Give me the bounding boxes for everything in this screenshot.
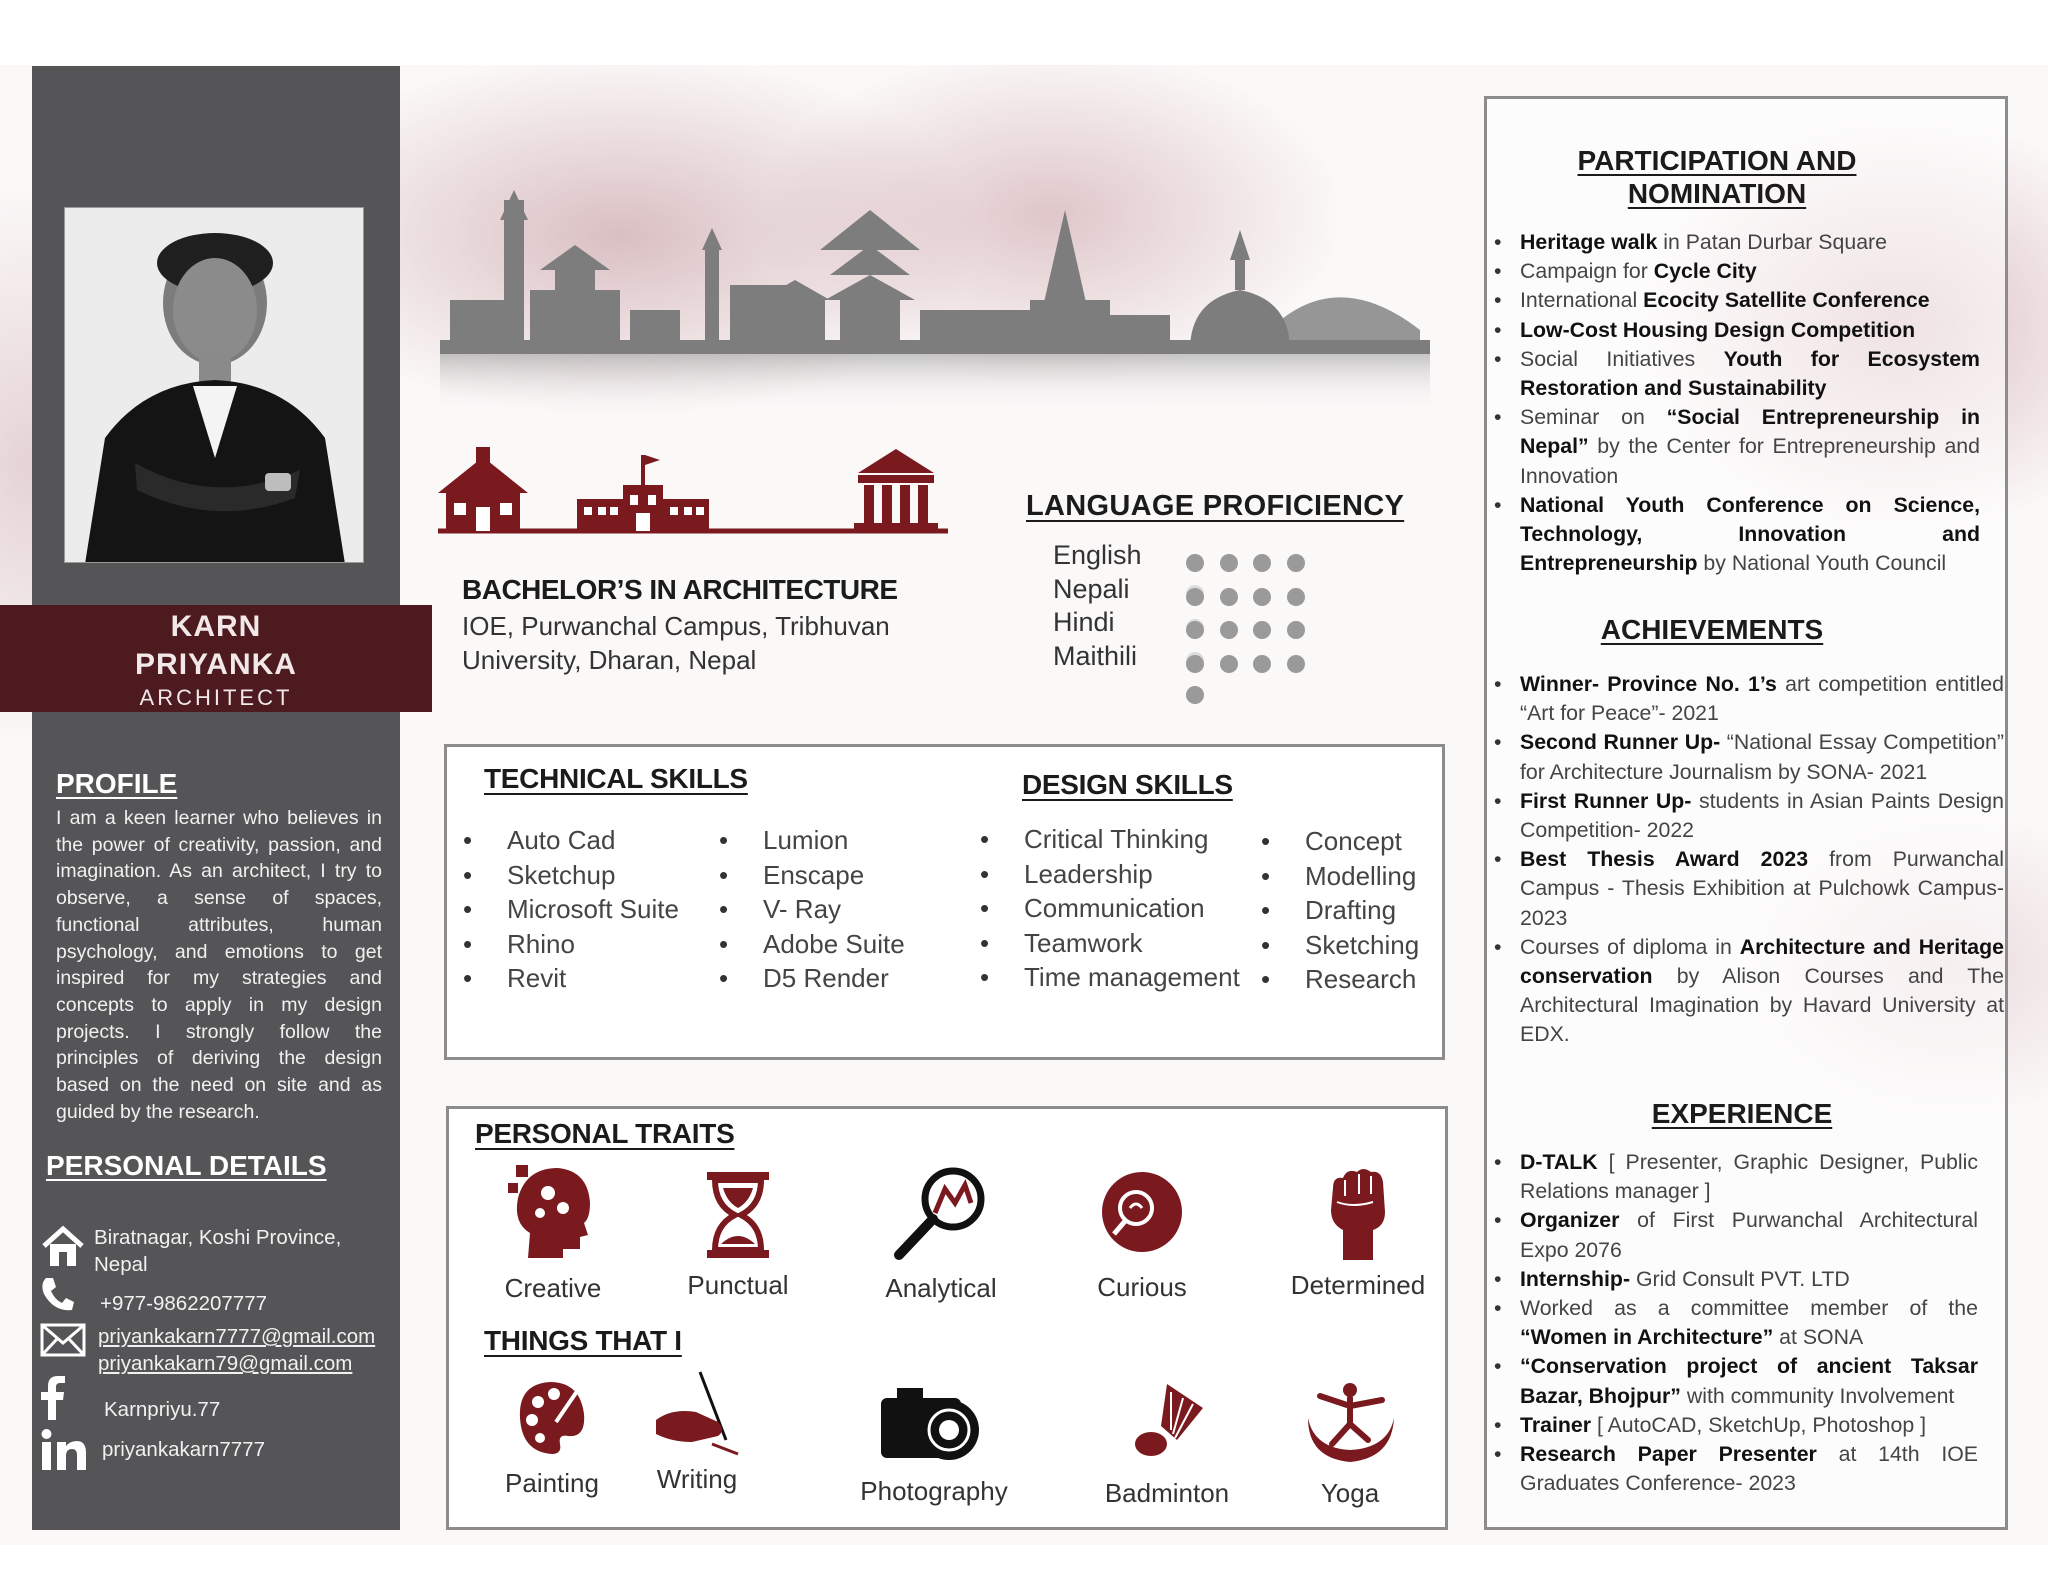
hobby-yoga — [1260, 1378, 1440, 1509]
technical-skills-col1 — [463, 823, 679, 996]
mail-icon — [40, 1323, 98, 1357]
profile-photo — [64, 207, 364, 563]
item-highlight: Second Runner Up- — [1520, 730, 1721, 755]
design-skills-col1 — [980, 822, 1240, 995]
skill-item: • Revit — [463, 961, 679, 996]
proficiency-dot-filled — [1186, 621, 1204, 639]
participation-heading-line-2: NOMINATION — [1627, 178, 1807, 209]
address-line-2: Nepal — [94, 1253, 148, 1276]
item-text: from Purwanchal Campus - Thesis Exhibition at Pulchowk Campus- 2023 — [1520, 847, 2004, 930]
item-text: International — [1520, 288, 1644, 313]
skill-item: • V- Ray — [719, 892, 905, 927]
skill-item: • Critical Thinking — [980, 822, 1240, 857]
list-item — [1490, 1411, 1978, 1440]
proficiency-dot-filled — [1287, 655, 1305, 673]
list-item — [1490, 1148, 1978, 1206]
school-icon — [438, 447, 528, 531]
list-item — [1490, 345, 1980, 403]
proficiency-dot-filled — [1220, 621, 1238, 639]
language-name: English — [1053, 540, 1142, 570]
hourglass-icon — [705, 1170, 771, 1260]
language-name: Maithili — [1053, 641, 1138, 671]
item-text: at SONA — [1773, 1325, 1864, 1350]
profile-heading: PROFILE — [56, 768, 178, 799]
item-highlight: Heritage walk — [1520, 230, 1658, 254]
proficiency-dot-filled — [1287, 621, 1305, 639]
institution-line-2: University, Dharan, Nepal — [462, 645, 757, 675]
job-title: ARCHITECT — [139, 685, 293, 710]
item-highlight: “Social Entrepreneurship in Nepal” — [1520, 405, 1981, 459]
hobby-label: Yoga — [1320, 1478, 1380, 1508]
language-heading: LANGUAGE PROFICIENCY — [1026, 490, 1405, 522]
facebook-row — [40, 1374, 220, 1423]
item-text: art competition entitled “Art for Peace”- 2021 — [1520, 672, 2004, 726]
item-text: Seminar on — [1520, 405, 1667, 430]
trait-label: Analytical — [885, 1273, 997, 1303]
item-text: at 14th IOE Graduates Conference- 2023 — [1520, 1442, 1979, 1496]
experience-heading: EXPERIENCE — [1651, 1098, 1833, 1129]
item-highlight: Best Thesis Award 2023 — [1520, 847, 1809, 872]
skill-item: • Modelling — [1261, 859, 1419, 894]
trait-determined — [1268, 1166, 1448, 1301]
language-name: Hindi — [1053, 607, 1115, 637]
proficiency-dot-filled — [1253, 655, 1271, 673]
raised-fist-icon — [1323, 1166, 1393, 1262]
personal-details-heading: PERSONAL DETAILS — [46, 1150, 327, 1181]
linkedin-icon — [40, 1428, 102, 1472]
institution — [462, 609, 982, 677]
curious-mind-icon — [1100, 1170, 1184, 1254]
skill-item: • Drafting — [1261, 893, 1419, 928]
skill-item: • Microsoft Suite — [463, 892, 679, 927]
hobby-writing — [607, 1370, 787, 1495]
item-text: Courses of diploma in — [1520, 934, 1740, 959]
proficiency-dot-filled — [1220, 588, 1238, 606]
trait-label: Punctual — [687, 1270, 789, 1300]
technical-skills-heading: TECHNICAL SKILLS — [484, 763, 748, 794]
item-highlight: Research Paper Presenter — [1520, 1442, 1817, 1467]
linkedin-handle[interactable]: priyankakarn7777 — [102, 1438, 265, 1461]
item-text: Campaign for — [1520, 259, 1654, 284]
camera-icon — [879, 1384, 989, 1464]
achievements-heading: ACHIEVEMENTS — [1600, 614, 1824, 645]
participation-heading — [1520, 144, 1914, 210]
list-item — [1490, 1206, 1978, 1264]
item-text: [ Presenter, Graphic Designer, Public Relations manager ] — [1520, 1150, 1978, 1204]
item-text: Social Initiatives — [1520, 346, 1724, 371]
item-text: with community Involvement — [1680, 1383, 1955, 1408]
trait-creative — [463, 1163, 643, 1304]
facebook-icon — [40, 1374, 104, 1420]
name-line-2: PRIYANKA — [135, 648, 297, 681]
item-text: by National Youth Council — [1697, 551, 1947, 576]
skill-item: • Sketching — [1261, 928, 1419, 963]
proficiency-dot-filled — [1253, 621, 1271, 639]
skill-item: • Leadership — [980, 857, 1240, 892]
item-highlight: “Conservation project of ancient Taksar Bazar, Bhojpur” — [1520, 1354, 1978, 1408]
proficiency-dot-filled — [1253, 588, 1271, 606]
item-highlight: Cycle City — [1653, 259, 1757, 284]
email-secondary[interactable]: priyankakarn79@gmail.com — [98, 1352, 353, 1375]
language-row — [1053, 540, 1353, 572]
item-text: [ AutoCAD, SketchUp, Photoshop ] — [1591, 1412, 1927, 1437]
shuttlecock-icon — [1127, 1380, 1207, 1464]
design-skills-heading: DESIGN SKILLS — [1022, 769, 1233, 800]
skill-item: • Teamwork — [980, 926, 1240, 961]
skill-item: • Enscape — [719, 858, 905, 893]
proficiency-dot-filled — [1186, 686, 1204, 704]
item-text: by Alison Courses and The Architectural Imagination by Havard University at EDX. — [1520, 964, 2004, 1047]
phone-number[interactable]: +977-9862207777 — [100, 1292, 268, 1315]
item-highlight: Ecocity Satellite Conference — [1643, 288, 1930, 313]
list-item — [1490, 670, 2004, 728]
hobby-badminton — [1077, 1380, 1257, 1509]
skill-item: • Auto Cad — [463, 823, 679, 858]
language-row — [1053, 574, 1353, 606]
item-text: by the Center for Entrepreneurship and Innovation — [1520, 434, 1980, 488]
hobby-label: Photography — [860, 1476, 1008, 1506]
participation-list — [1490, 228, 1980, 578]
personal-traits-heading: PERSONAL TRAITS — [475, 1118, 735, 1149]
trait-label: Determined — [1290, 1270, 1426, 1300]
list-item — [1490, 228, 1980, 257]
trait-label: Curious — [1097, 1272, 1187, 1302]
paint-palette-icon — [516, 1378, 588, 1458]
hobbies-heading: THINGS THAT I — [484, 1325, 682, 1356]
linkedin-row — [40, 1428, 265, 1472]
proficiency-dot-filled — [1253, 554, 1271, 572]
trait-curious — [1052, 1170, 1232, 1303]
trait-punctual — [648, 1170, 828, 1301]
skill-item: • Time management — [980, 960, 1240, 995]
list-item — [1490, 491, 1980, 579]
proficiency-dot-filled — [1186, 655, 1204, 673]
list-item — [1490, 1440, 1978, 1498]
achievements-list — [1490, 670, 2004, 1050]
address-line-1: Biratnagar, Koshi Province, — [94, 1226, 342, 1249]
item-text: students in Asian Paints Design Competition- 2022 — [1520, 788, 2004, 843]
item-text: in Patan Durbar Square — [1657, 230, 1887, 254]
language-row — [1053, 607, 1353, 639]
item-highlight: Youth for Ecosystem Restoration and Sustainability — [1520, 346, 1980, 401]
list-item — [1490, 316, 1980, 345]
item-text: “National Essay Competition” for Architecture Journalism by SONA- 2021 — [1520, 730, 2004, 784]
item-highlight: Trainer — [1520, 1412, 1592, 1437]
proficiency-dot-filled — [1186, 554, 1204, 572]
writing-hand-icon — [652, 1370, 742, 1460]
skill-item: • Sketchup — [463, 858, 679, 893]
list-item — [1490, 257, 1980, 286]
item-highlight: Winner- Province No. 1’s — [1520, 672, 1777, 696]
institution-line-1: IOE, Purwanchal Campus, Tribhuvan — [462, 611, 890, 641]
item-text: Worked as a committee member of the — [1520, 1296, 1978, 1321]
list-item — [1490, 403, 1980, 491]
item-highlight: Organizer — [1520, 1208, 1620, 1233]
skill-item: • Research — [1261, 962, 1419, 997]
magnifier-chart-icon — [891, 1163, 991, 1263]
creative-head-icon — [508, 1163, 598, 1263]
language-name: Nepali — [1053, 574, 1130, 604]
skill-item: • D5 Render — [719, 961, 905, 996]
email-primary[interactable]: priyankakarn7777@gmail.com — [98, 1325, 376, 1348]
proficiency-dot-filled — [1287, 588, 1305, 606]
item-highlight: D-TALK — [1520, 1150, 1598, 1174]
skill-item: • Adobe Suite — [719, 927, 905, 962]
skill-item: • Rhino — [463, 927, 679, 962]
design-skills-col2 — [1261, 824, 1419, 997]
hobby-label: Badminton — [1104, 1478, 1230, 1508]
item-highlight: Architecture and Heritage conservation — [1520, 934, 2004, 989]
facebook-handle[interactable]: Karnpriyu.77 — [104, 1398, 221, 1421]
yoga-pose-icon — [1302, 1378, 1398, 1464]
proficiency-dots — [1186, 649, 1353, 711]
home-icon — [40, 1224, 94, 1270]
phone-icon — [40, 1276, 100, 1312]
proficiency-dot-filled — [1186, 588, 1204, 606]
list-item — [1490, 845, 2004, 933]
proficiency-dot-filled — [1220, 554, 1238, 572]
item-highlight: National Youth Conference on Science, Technology, Innovation and Entrepreneurship — [1520, 492, 1980, 576]
list-item — [1490, 286, 1980, 315]
profile-text: I am a keen learner who believes in the power of creativity, passion, and imagination. As an architect, I try to observe, a sense of spaces, functional attributes, human psychology, and emotions to get inspired for my strategies and concepts to apply in my design projects. I strongly follow the principles of deriving the design based on the need on site and as guided by the research. — [56, 807, 382, 1123]
list-item — [1490, 1265, 1978, 1294]
proficiency-dot-filled — [1287, 554, 1305, 572]
list-item — [1490, 787, 2004, 845]
hobby-label: Painting — [505, 1468, 599, 1498]
list-item — [1490, 1294, 1978, 1352]
proficiency-dot-filled — [1220, 655, 1238, 673]
participation-heading-line-1: PARTICIPATION AND — [1577, 145, 1857, 176]
item-text: Grid Consult PVT. LTD — [1630, 1266, 1850, 1291]
item-text: of First Purwanchal Architectural Expo 2076 — [1520, 1208, 1978, 1262]
address-row — [40, 1224, 341, 1278]
phone-row — [40, 1276, 267, 1317]
name-band — [0, 605, 432, 712]
skill-item: • Communication — [980, 891, 1240, 926]
kathmandu-skyline-illustration — [430, 190, 1440, 420]
item-highlight: First Runner Up- — [1520, 788, 1692, 813]
degree-title: BACHELOR’S IN ARCHITECTURE — [462, 574, 898, 605]
email-row — [40, 1323, 375, 1377]
name-line-1: KARN — [170, 610, 262, 643]
university-building-icon — [577, 455, 709, 531]
language-row — [1053, 641, 1353, 673]
list-item — [1490, 933, 2004, 1050]
trait-analytical — [851, 1163, 1031, 1304]
hobby-photography — [844, 1384, 1024, 1507]
list-item — [1490, 728, 2004, 786]
item-highlight: Low-Cost Housing Design Competition — [1520, 317, 1916, 342]
list-item — [1490, 1352, 1978, 1410]
institution-columns-icon — [854, 449, 938, 531]
item-highlight: Internship- — [1520, 1266, 1631, 1291]
hobby-label: Writing — [656, 1464, 738, 1494]
experience-list — [1490, 1148, 1978, 1498]
skill-item: • Lumion — [719, 823, 905, 858]
education-icons — [438, 445, 958, 545]
technical-skills-col2 — [719, 823, 905, 996]
item-highlight: “Women in Architecture” — [1520, 1325, 1774, 1350]
skill-item: • Concept — [1261, 824, 1419, 859]
trait-label: Creative — [504, 1273, 602, 1303]
